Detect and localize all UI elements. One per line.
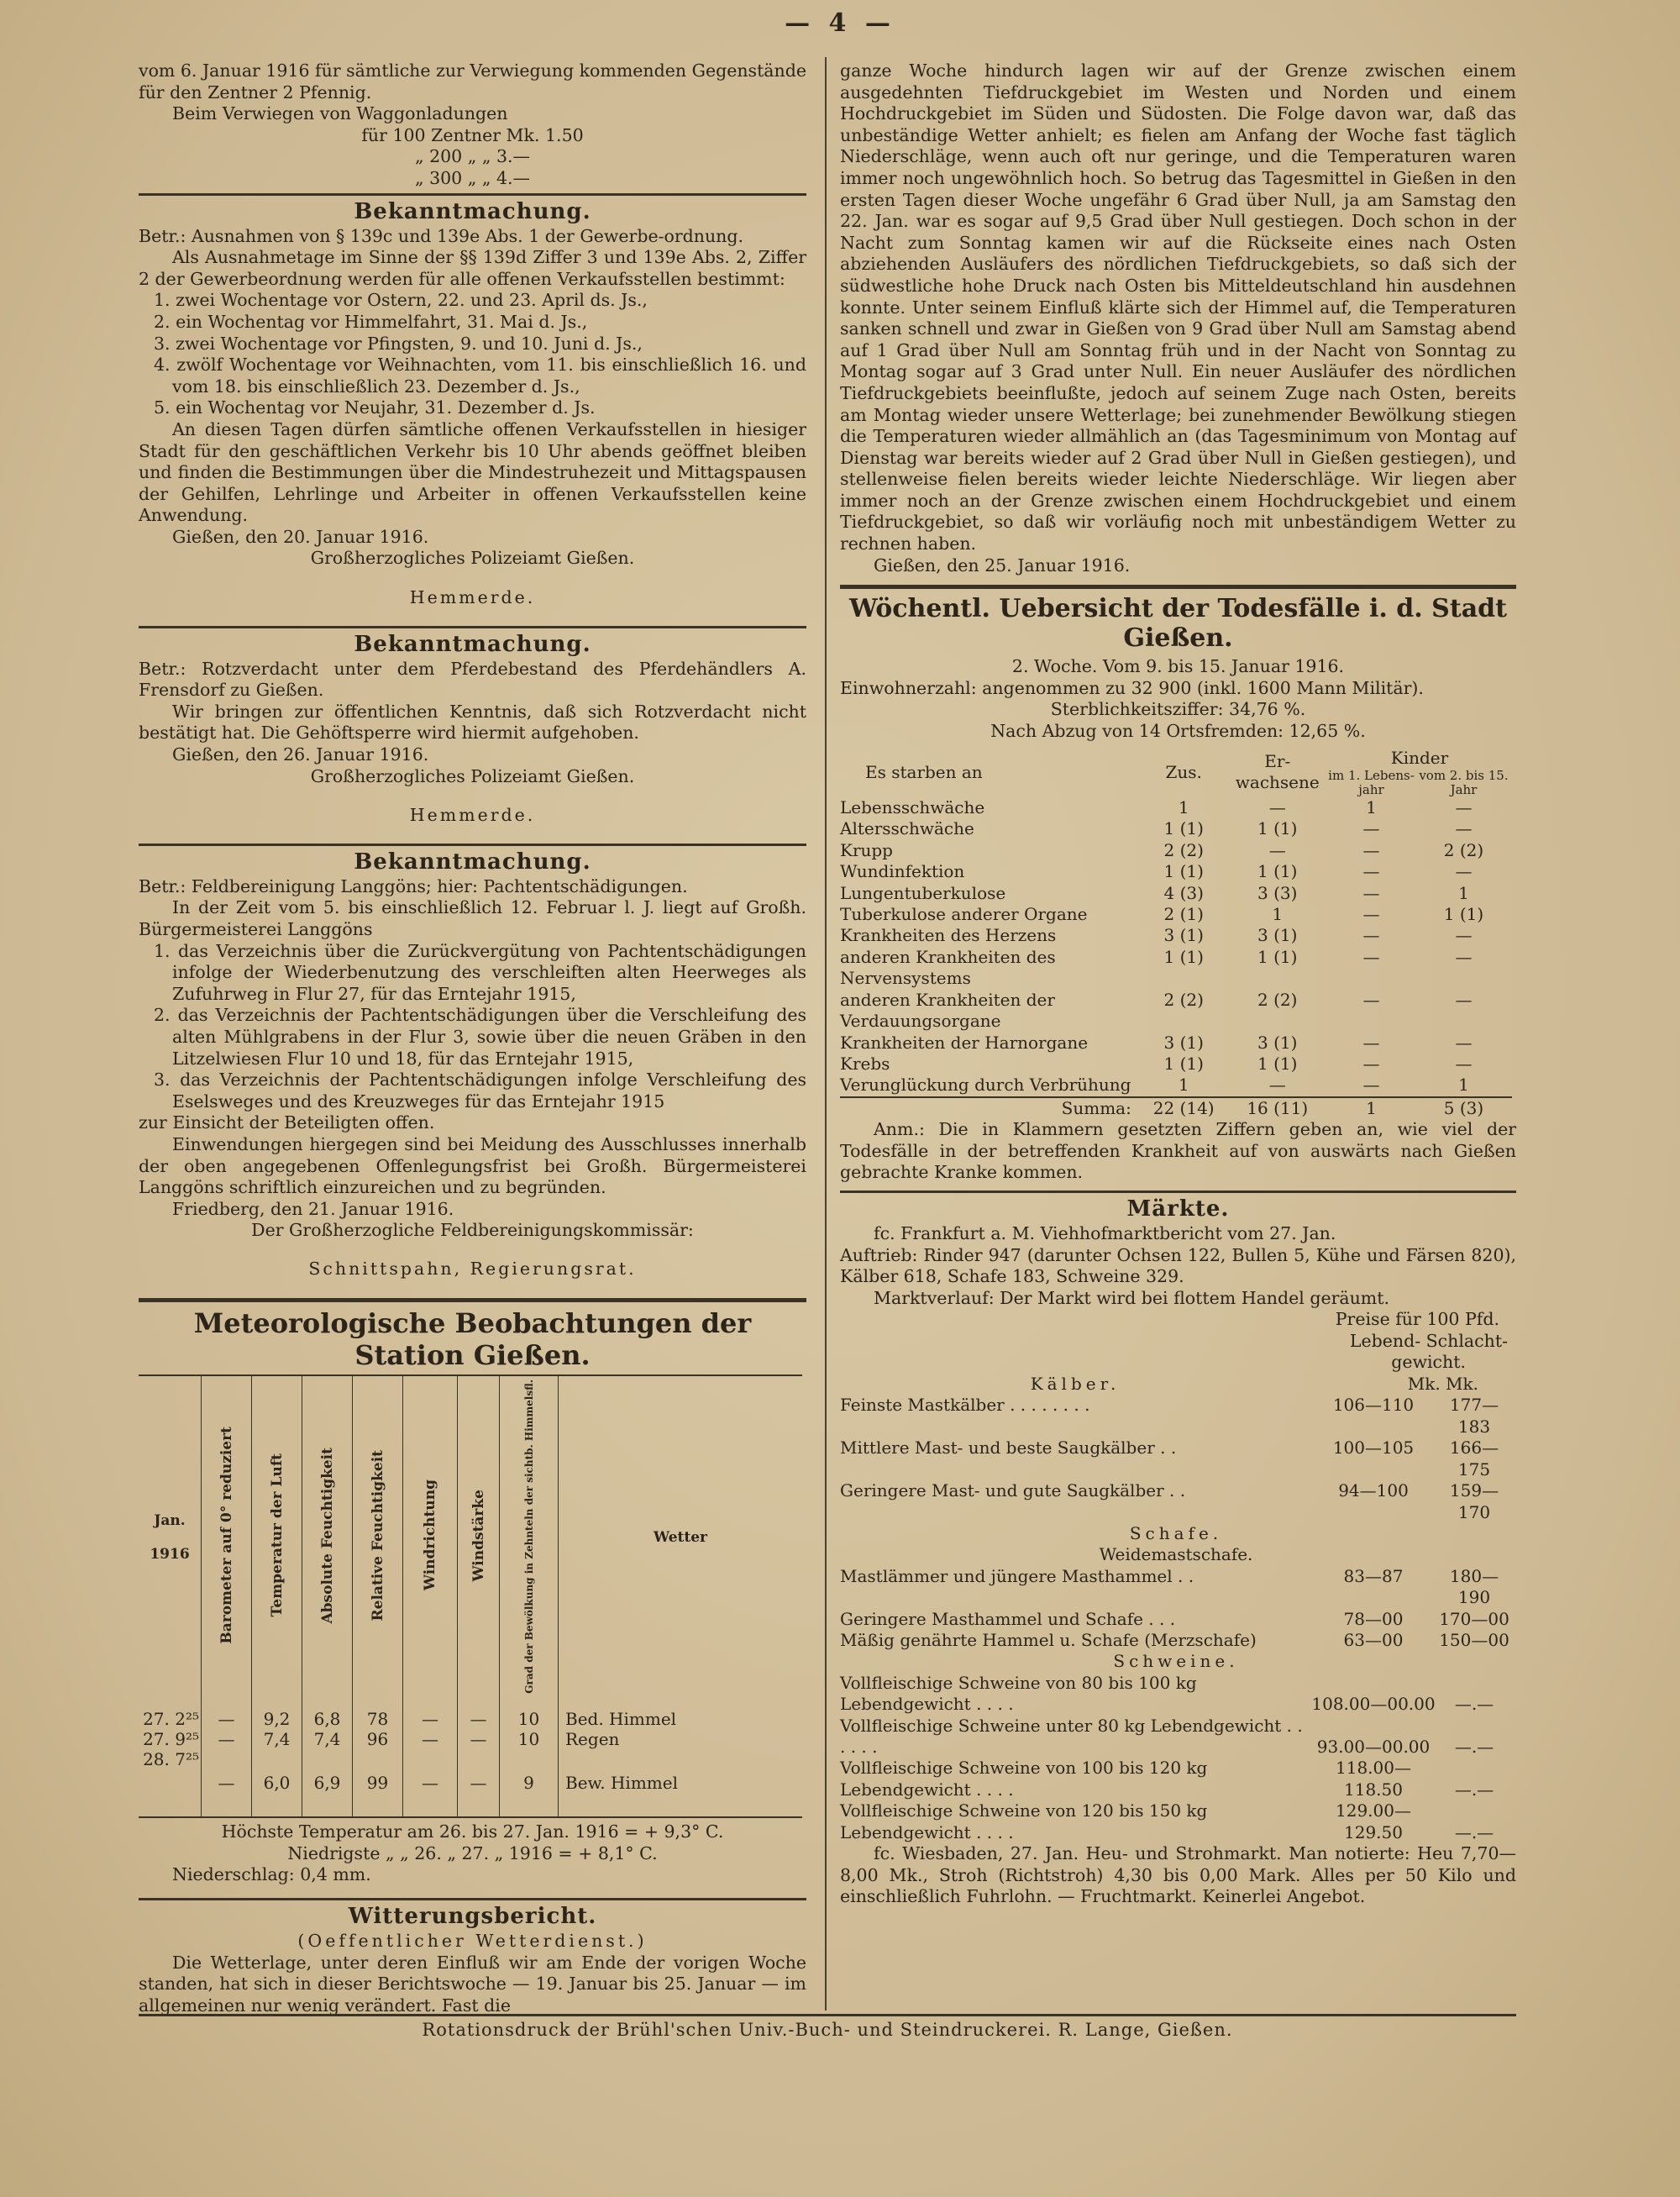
tod-row xyxy=(840,904,1512,925)
notice-office: Großherzogliches Polizeiamt Gießen. xyxy=(310,548,635,569)
notice-office: Großherzogliches Polizeiamt Gießen. xyxy=(310,765,635,786)
tod-row-cell: — xyxy=(1455,818,1473,839)
markt-row-cell: Vollfleischige Schweine von 100 bis 120 kg Lebendgewicht . . . . xyxy=(840,1758,1208,1800)
markt-row-cell: —.— xyxy=(1454,1779,1494,1800)
markt-row xyxy=(840,1395,1512,1438)
tod-row xyxy=(840,861,1512,882)
markt-row xyxy=(840,1673,1512,1716)
tod-row-cell: Lungentuberkulose xyxy=(840,882,1006,903)
tod-row xyxy=(840,840,1512,861)
tod-row-cell: anderen Krankheiten der Verdauungsorgane xyxy=(840,989,1055,1032)
meteo-col-baro: Barometer auf 0° reduziert xyxy=(202,1375,252,1700)
tod-row-cell: 1 (1) xyxy=(1257,818,1298,839)
notice-item: 1. das Verzeichnis über die Zurückvergütung von Pachtentschädigungen infolge der Wiederbenutzung des verschleiften alten Heerweges als Zufuhrweg in Flur 27, für das Erntejahr 1915, xyxy=(154,940,806,1004)
meteo-row: 28. 7²⁵ — 6,0 6,9 99 — — 9 Bew. Himmel xyxy=(139,1749,802,1817)
markt-preis-h3: gewicht. xyxy=(1391,1352,1466,1373)
markt-kaelber-h: Kälber. xyxy=(1030,1374,1121,1395)
tod-row-cell: 1 (1) xyxy=(1257,861,1298,882)
notice-subject: Betr.: Ausnahmen von § 139c und 139e Abs. 1 der Gewerbe-ordnung. xyxy=(139,225,744,246)
notice-body: Einwendungen hiergegen sind bei Meidung des Ausschlusses innerhalb der oben angegebenen Offenlegungsfrist bei Großh. Bürgermeisterei Langgöns schriftlich einzureichen und zu begründen. xyxy=(139,1133,806,1198)
meteo-col-rel: Relative Feuchtigkeit xyxy=(353,1375,403,1700)
markt-row-cell: 177—183 xyxy=(1449,1395,1499,1437)
tod-row-cell: — xyxy=(1455,797,1473,818)
left-column xyxy=(139,60,806,2014)
markt-preis-h1: Preise für 100 Pfd. xyxy=(1335,1309,1499,1330)
tod-row-cell: 1 (1) xyxy=(1163,1053,1204,1074)
markt-row-cell: Geringere Mast- und gute Saugkälber . . xyxy=(840,1480,1186,1501)
notice-intro: Als Ausnahmetage im Sinne der §§ 139d Ziffer 3 und 139e Abs. 2, Ziffer 2 der Gewerbeordnung werden für alle offenen Verkaufsstellen bestimmt: xyxy=(139,247,806,289)
tod-row-cell: 3 (3) xyxy=(1257,882,1298,903)
markt-row-cell: 63—00 xyxy=(1343,1629,1404,1650)
tod-row-cell: — xyxy=(1455,989,1473,1010)
notice-title: Bekanntmachung. xyxy=(354,849,591,875)
markt-wiesbaden: fc. Wiesbaden, 27. Jan. Heu- und Strohmarkt. Man notierte: Heu 7,70—8,00 Mk., Stroh (Richtstroh) 4,30 bis 0,00 Mark. Alles per 50 Kilo und einschließlich Fuhrlohn. — Fruchtmarkt. Keinerlei Angebot. xyxy=(840,1843,1516,1907)
tod-row-cell: 1 (1) xyxy=(1163,818,1204,839)
wetter-subtitle: (Oeffentlicher Wetterdienst.) xyxy=(297,1930,648,1951)
tod-h-total: Zus. xyxy=(1165,761,1202,782)
meteo-col-wind: Windrichtung xyxy=(403,1375,458,1700)
markt-row-cell: 83—87 xyxy=(1343,1565,1404,1586)
tod-row xyxy=(840,990,1512,1033)
tod-row-cell: — xyxy=(1455,925,1473,946)
markt-row-cell: 170—00 xyxy=(1439,1608,1509,1629)
tod-row-cell: 1 (1) xyxy=(1257,946,1298,967)
tod-row-cell: 1 xyxy=(1178,797,1189,818)
markt-row xyxy=(840,1716,1512,1758)
notice-signature: Schnittspahn, Regierungsrat. xyxy=(308,1259,637,1280)
meteo-max: Höchste Temperatur am 26. bis 27. Jan. 1916 = + 9,3° C. xyxy=(221,1821,724,1842)
notice-body: An diesen Tagen dürfen sämtliche offenen Verkaufsstellen in hiesiger Stadt für den geschäftlichen Verkehr bis 10 Uhr abends geöffnet bleiben und finden die Bestimmungen über die Mindestruhezeit und Mittagspausen der Gehilfen, Lehrlinge und Arbeiter in offenen Verkaufsstellen keine Anwendung. xyxy=(139,418,806,526)
notice-item: 2. ein Wochentag vor Himmelfahrt, 31. Mai d. Js., xyxy=(154,311,588,332)
section-rule xyxy=(840,1190,1516,1193)
tod-row-cell: 3 (1) xyxy=(1257,1032,1298,1053)
markt-row-cell: —.— xyxy=(1454,1694,1494,1715)
tod-row-cell: — xyxy=(1268,839,1286,860)
markt-row xyxy=(840,1758,1512,1800)
tod-row-cell: Tuberkulose anderer Organe xyxy=(840,904,1088,925)
tod-h-cause: Es starben an xyxy=(865,761,983,782)
wetter-date: Gießen, den 25. Januar 1916. xyxy=(874,555,1131,576)
tod-row-cell: 4 (3) xyxy=(1163,882,1204,903)
notice-subject: Betr.: Feldbereinigung Langgöns; hier: Pachtentschädigungen. xyxy=(139,875,688,896)
markt-row-cell: 94—100 xyxy=(1338,1480,1409,1501)
notice-date: Friedberg, den 21. Januar 1916. xyxy=(172,1198,454,1219)
section-rule xyxy=(139,1898,806,1900)
tod-row-cell: 1 xyxy=(1366,797,1377,818)
tod-row-cell: — xyxy=(1362,1075,1380,1096)
tod-row xyxy=(840,797,1512,818)
tod-row-cell: 2 (2) xyxy=(1257,989,1298,1010)
markt-row xyxy=(840,1438,1512,1480)
tod-row-cell: 1 (1) xyxy=(1257,1053,1298,1074)
markt-row-cell: —.— xyxy=(1454,1821,1494,1842)
tod-row-cell: 1 xyxy=(1458,882,1469,903)
meteo-col-temp: Temperatur der Luft xyxy=(252,1375,302,1700)
markt-row-cell: Feinste Mastkälber . . . . . . . . xyxy=(840,1395,1090,1416)
markt-preis-h2: Lebend- Schlacht- xyxy=(1349,1330,1508,1351)
notice-intro: In der Zeit vom 5. bis einschließlich 12. Februar l. J. liegt auf Großh. Bürgermeisterei Langgöns xyxy=(139,897,806,939)
markt-row-cell: —.— xyxy=(1454,1736,1494,1757)
notice-item: 1. zwei Wochentage vor Ostern, 22. und 23. April ds. Js., xyxy=(154,290,648,311)
tod-row xyxy=(840,818,1512,839)
wetter-title: Witterungsbericht. xyxy=(348,1903,597,1929)
markt-row-cell: Vollfleischige Schweine von 120 bis 150 kg Lebendgewicht . . . . xyxy=(840,1800,1208,1842)
tod-row-cell: 1 (1) xyxy=(1163,861,1204,882)
tod-net: Nach Abzug von 14 Ortsfremden: 12,65 %. xyxy=(990,721,1366,742)
tod-row-cell: 2 (2) xyxy=(1163,839,1204,860)
section-rule xyxy=(139,844,806,846)
tod-row-cell: anderen Krankheiten des Nervensystems xyxy=(840,946,1056,989)
tod-row-cell: Krebs xyxy=(840,1053,890,1074)
tod-row-cell: Altersschwäche xyxy=(840,818,974,839)
meteo-col-cloud: Grad der Bewölkung in Zehnteln der sichtb. Himmelsfl. xyxy=(500,1375,559,1700)
notice-date: Gießen, den 20. Januar 1916. xyxy=(172,526,429,547)
markt-row xyxy=(840,1480,1512,1523)
markt-row xyxy=(840,1630,1512,1651)
notice-signature: Hemmerde. xyxy=(409,586,536,607)
tod-row xyxy=(840,1033,1512,1054)
tod-row-cell: Verunglückung durch Verbrühung xyxy=(840,1075,1131,1096)
tod-table xyxy=(840,748,1512,1120)
tod-row-cell: — xyxy=(1455,946,1473,967)
printer-imprint: Rotationsdruck der Brühl'schen Univ.-Buch- und Steindruckerei. R. Lange, Gießen. xyxy=(422,2020,1233,2040)
tod-week: 2. Woche. Vom 9. bis 15. Januar 1916. xyxy=(1011,656,1345,677)
tod-row xyxy=(840,883,1512,904)
right-column xyxy=(840,60,1516,2014)
notice-item: 5. ein Wochentag vor Neujahr, 31. Dezember d. Js. xyxy=(154,397,596,418)
markt-schweine-h: Schweine. xyxy=(1113,1651,1239,1672)
section-rule xyxy=(139,626,806,628)
column-divider xyxy=(825,57,827,2010)
tod-row-cell: 3 (1) xyxy=(1257,925,1298,946)
meteo-col-abs: Absolute Feuchtigkeit xyxy=(302,1375,353,1700)
notice-item: 3. zwei Wochentage vor Pfingsten, 9. und 10. Juni d. Js., xyxy=(154,333,643,354)
waage-line: „ 200 „ „ 3.— xyxy=(414,146,531,167)
notice-after: zur Einsicht der Beteiligten offen. xyxy=(139,1112,435,1133)
tod-row-cell: — xyxy=(1362,989,1380,1010)
page-number: — 4 — xyxy=(785,8,895,38)
notice-item: 3. das Verzeichnis der Pachtentschädigungen infolge Verschleifung des Eselsweges und des Kreuzweges für das Erntejahr 1915 xyxy=(154,1070,806,1112)
tod-row-cell: Krankheiten der Harnorgane xyxy=(840,1032,1089,1053)
tod-row xyxy=(840,1054,1512,1075)
tod-row-cell: 3 (1) xyxy=(1163,925,1204,946)
tod-row-cell: 2 (2) xyxy=(1163,989,1204,1010)
tod-row-cell: 1 xyxy=(1272,904,1284,925)
markt-row-cell: Mastlämmer und jüngere Masthammel . . xyxy=(840,1565,1194,1586)
markt-table xyxy=(840,1374,1512,1843)
tod-h-adult: Er-wachsene xyxy=(1235,750,1320,793)
tod-row-cell: — xyxy=(1455,1053,1473,1074)
tod-row-cell: — xyxy=(1455,861,1473,882)
markt-row-cell: 78—00 xyxy=(1343,1608,1404,1629)
tod-row-cell: — xyxy=(1362,861,1380,882)
tod-row-cell: — xyxy=(1362,946,1380,967)
tod-sum-row: Summa: 22 (14) 16 (11) 1 5 (3) xyxy=(840,1097,1512,1119)
tod-row-cell: 1 (1) xyxy=(1163,946,1204,967)
markt-row-cell: 129.00—129.50 xyxy=(1336,1800,1411,1842)
markt-row-cell: Mäßig genährte Hammel u. Schafe (Merzschafe) xyxy=(840,1629,1257,1650)
markt-row-cell: 166—175 xyxy=(1449,1438,1499,1480)
notice-title: Bekanntmachung. xyxy=(354,631,591,657)
notice-body: Wir bringen zur öffentlichen Kenntnis, daß sich Rotzverdacht nicht bestätigt hat. Die Gehöftsperre wird hiermit aufgehoben. xyxy=(139,701,806,744)
markt-row-cell: 180—190 xyxy=(1449,1565,1499,1608)
waage-line: für 100 Zentner Mk. 1.50 xyxy=(361,124,584,145)
tod-row-cell: 1 xyxy=(1458,1075,1469,1096)
tod-row-cell: — xyxy=(1268,1075,1286,1096)
markt-row-cell: Vollfleischige Schweine von 80 bis 100 kg Lebendgewicht . . . . xyxy=(840,1672,1197,1715)
tod-row xyxy=(840,1075,1512,1096)
tod-row-cell: Lebensschwäche xyxy=(840,797,985,818)
tod-row-cell: — xyxy=(1362,925,1380,946)
tod-title: Wöchentl. Uebersicht der Todesfälle i. d. Stadt Gießen. xyxy=(849,594,1507,654)
markt-row xyxy=(840,1609,1512,1630)
wetter-body-cont: ganze Woche hindurch lagen wir auf der Grenze zwischen einem ausgedehnten Tiefdruckgebiet im Westen und Norden und einem Hochdruckgebiet im Süden und Südosten. Die Folge davon war, daß das unbeständige Wetter anhielt; es fielen am Anfang der Woche fast täglich Niederschläge, wenn auch oft nur geringe, und die Temperaturen waren immer noch ungewöhnlich hoch. So betrug das Tagesmittel in Gießen in den ersten Tagen dieser Woche ungefähr 6 Grad über Null, ja am Samstag den 22. Jan. war es sogar auf 9,5 Grad über Null gestiegen. Doch schon in der Nacht zum Sonntag kamen wir auf die Rückseite eines nach Osten abziehenden Ausläufers des nördlichen Tiefdruckgebiets, so daß sich der südwestliche hohe Druck nach Osten bis Mitteldeutschland hin ausdehnen konnte. Unter seinem Einfluß klärte sich der Himmel auf, die Temperaturen sanken schnell und zwar in Gießen von 9 Grad über Null am Samstag abend auf 1 Grad über Null am Sonntag früh und in der Nacht von Sonntag zu Montag sogar auf 3 Grad unter Null. Ein neuer Ausläufer des nördlichen Tiefdruckgebiets beeinflußte, jedoch auf seinem Zuge nach Osten, bereits am Montag wieder unsere Wetterlage; bei zunehmender Bewölkung stiegen die Temperaturen wieder allmählich an (das Tagesminimum von Montag auf Dienstag war bereits wieder auf 2 Grad über Null in Gießen gestiegen), und stellenweise fielen bereits wieder leichte Niederschläge. Wir liegen aber immer noch an der Grenze zwischen einem Hochdruckgebiet und einem Tiefdruckgebiet, so daß wir vorläufig noch mit unbeständigem Wetter zu rechnen haben. xyxy=(840,60,1516,555)
tod-row-cell: Wundinfektion xyxy=(840,861,965,882)
tod-row-cell: 2 (1) xyxy=(1163,904,1204,925)
meteo-title: Meteorologische Beobachtungen der Station Gießen. xyxy=(193,1306,752,1371)
meteo-col-windstaerke: Windstärke xyxy=(458,1375,500,1700)
tod-row-cell: 1 (1) xyxy=(1443,904,1484,925)
meteo-row: 27. 9²⁵ — 7,4 7,4 96 — — 10 Regen xyxy=(139,1729,802,1749)
markt-row-cell: 93.00—00.00 xyxy=(1316,1736,1431,1757)
meteo-col-date: Jan. 1916 xyxy=(139,1375,202,1700)
markt-row-cell: 118.00—118.50 xyxy=(1336,1758,1411,1800)
waage-text: vom 6. Januar 1916 für sämtliche zur Verwiegung kommenden Gegenstände für den Zentner 2 Pfennig. xyxy=(139,60,806,102)
markt-row-cell: 159—170 xyxy=(1449,1480,1499,1522)
meteo-col-weather: Wetter xyxy=(654,1528,707,1546)
notice-title: Bekanntmachung. xyxy=(354,198,591,224)
markt-ffm: fc. Frankfurt a. M. Viehhofmarktbericht vom 27. Jan. xyxy=(874,1222,1336,1243)
markt-schafe-sub: Weidemastschafe. xyxy=(1099,1544,1253,1565)
section-rule xyxy=(139,193,806,196)
tod-row-cell: — xyxy=(1362,1053,1380,1074)
markt-row-cell: Mittlere Mast- und beste Saugkälber . . xyxy=(840,1438,1177,1459)
meteo-table xyxy=(139,1374,802,1819)
tod-note: Anm.: Die in Klammern gesetzten Ziffern geben an, wie viel der Todesfälle in der betreffenden Krankheit auf von auswärts nach Gießen gebrachte Kranke kommen. xyxy=(840,1119,1516,1183)
tod-row-cell: — xyxy=(1362,839,1380,860)
markt-row xyxy=(840,1566,1512,1609)
markt-auftrieb: Auftrieb: Rinder 947 (darunter Ochsen 122, Bullen 5, Kühe und Färsen 820), Kälber 618, Schafe 183, Schweine 329. xyxy=(840,1244,1516,1287)
tod-row-cell: — xyxy=(1362,882,1380,903)
markt-row-cell: 108.00—00.00 xyxy=(1311,1694,1436,1715)
tod-row-cell: Krupp xyxy=(840,839,893,860)
notice-date: Gießen, den 26. Januar 1916. xyxy=(172,744,429,765)
tod-row-cell: 3 (1) xyxy=(1163,1032,1204,1053)
tod-row-cell: — xyxy=(1362,904,1380,925)
tod-row-cell: Krankheiten des Herzens xyxy=(840,925,1057,946)
markt-row-cell: 100—105 xyxy=(1332,1438,1415,1459)
tod-row-cell: — xyxy=(1362,818,1380,839)
meteo-rain: Niederschlag: 0,4 mm. xyxy=(172,1864,371,1885)
markt-mk: Mk. Mk. xyxy=(1407,1374,1478,1395)
wetter-body: Die Wetterlage, unter deren Einfluß wir am Ende der vorigen Woche standen, hat sich in dieser Berichtswoche — 19. Januar bis 25. Januar — im allgemeinen nur wenig verändert. Fast die xyxy=(139,1952,806,2016)
meteo-min: Niedrigste „ „ 26. „ 27. „ 1916 = + 8,1° C. xyxy=(287,1842,658,1863)
notice-item: 2. das Verzeichnis der Pachtentschädigungen über die Verschleifung des alten Mühlgrabens in der Flur 3, sowie über die neuen Gräben in den Litzelwiesen Flur 10 und 18, für das Erntejahr 1915, xyxy=(154,1005,806,1069)
waage-line: Beim Verwiegen von Waggonladungen xyxy=(172,103,508,124)
meteo-row: 27. 2²⁵ — 9,2 6,8 78 — — 10 Bed. Himmel xyxy=(139,1699,802,1729)
markt-row-cell: Geringere Masthammel und Schafe . . . xyxy=(840,1608,1176,1629)
markt-title: Märkte. xyxy=(1126,1196,1230,1222)
notice-office: Der Großherzogliche Feldbereinigungskommissär: xyxy=(251,1220,694,1241)
markt-row-cell: 150—00 xyxy=(1439,1629,1509,1650)
section-rule xyxy=(139,1298,806,1302)
markt-schafe-h: Schafe. xyxy=(1129,1522,1223,1543)
section-rule xyxy=(840,585,1516,589)
markt-row-cell: 106—110 xyxy=(1332,1395,1415,1416)
markt-row xyxy=(840,1800,1512,1843)
markt-row-cell: Vollfleischige Schweine unter 80 kg Lebendgewicht . . . . . . xyxy=(840,1715,1303,1757)
tod-row xyxy=(840,925,1512,946)
markt-verlauf: Marktverlauf: Der Markt wird bei flottem Handel geräumt. xyxy=(874,1287,1389,1308)
notice-item: 4. zwölf Wochentage vor Weihnachten, vom 11. bis einschließlich 16. und vom 18. bis einschließlich 23. Dezember d. Js., xyxy=(154,355,806,397)
notice-subject: Betr.: Rotzverdacht unter dem Pferdebestand des Pferdehändlers A. Frensdorf zu Gießen. xyxy=(139,658,806,701)
tod-rate: Sterblichkeitsziffer: 34,76 %. xyxy=(1050,699,1306,720)
tod-row-cell: 2 (2) xyxy=(1443,839,1484,860)
tod-h-kinder: Kinder im 1. Lebens-jahr vom 2. bis 15. Jahr xyxy=(1328,747,1509,798)
tod-pop: Einwohnerzahl: angenommen zu 32 900 (inkl. 1600 Mann Militär). xyxy=(840,677,1424,698)
footer-rule xyxy=(139,2014,1516,2016)
tod-row xyxy=(840,947,1512,990)
tod-row-cell: 1 xyxy=(1178,1075,1189,1096)
tod-row-cell: — xyxy=(1455,1032,1473,1053)
tod-row-cell: — xyxy=(1268,797,1286,818)
notice-signature: Hemmerde. xyxy=(409,804,536,825)
tod-row-cell: — xyxy=(1362,1032,1380,1053)
waage-line: „ 300 „ „ 4.— xyxy=(414,167,531,188)
